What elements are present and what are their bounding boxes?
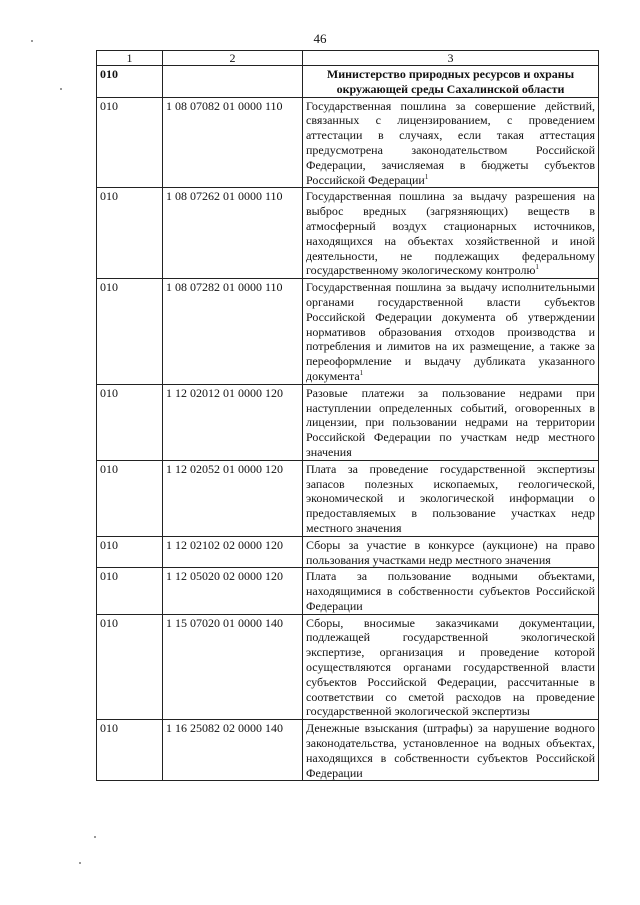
scan-speck [31,40,33,42]
page-number: 46 [313,31,327,46]
revenue-description-cell [303,536,599,568]
revenue-description-cell [303,460,599,536]
admin-code-cell: 010 [97,720,163,781]
footnote-mark: 1 [535,263,539,272]
admin-code-cell: 010 [97,614,163,720]
column-number-2: 2 [163,51,303,66]
table-row [97,460,599,536]
revenue-description-text: Сборы за участие в конкурсе (аукционе) на право пользования участками недр местного значения [306,537,595,567]
column-numbers-row [97,51,599,66]
budget-code-cell: 1 08 07262 01 0000 110 [163,188,303,279]
section-empty-cell [163,66,303,98]
budget-code-cell: 1 16 25082 02 0000 140 [163,720,303,781]
revenue-description-cell [303,97,599,188]
admin-code-cell: 010 [97,568,163,614]
budget-code-cell: 1 15 07020 01 0000 140 [163,614,303,720]
table-row [97,97,599,188]
scan-speck [79,862,81,864]
budget-code-cell: 1 08 07082 01 0000 110 [163,97,303,188]
revenue-description-text: Разовые платежи за пользование недрами при наступлении определенных событий, оговоренных в лицензии, при пользовании недрами на территории Российской Федерации по участкам недр местного значения [306,385,595,459]
column-number-1: 1 [97,51,163,66]
section-title: Министерство природных ресурсов и охраны окружающей среды Сахалинской области [303,66,599,98]
budget-code-cell: 1 12 02102 02 0000 120 [163,536,303,568]
admin-code-cell: 010 [97,188,163,279]
revenue-description-text: Сборы, вносимые заказчиками документации, подлежащей государственной экологической экспертизе, организация и проведение которой осуществляются органами государственной власти субъектов Российской Федерации, рассчитанные в соответствии со сметой расходов на проведение государственной экологической экспертизы [306,615,595,719]
revenue-description-text: Плата за пользование водными объектами, находящимися в собственности субъектов Российской Федерации [306,569,595,613]
revenue-description-cell [303,568,599,614]
budget-code-cell: 1 12 02052 01 0000 120 [163,460,303,536]
revenue-description-cell [303,188,599,279]
section-admin-code: 010 [97,66,163,98]
revenue-description-text: Государственная пошлина за совершение действий, связанных с лицензированием, с проведением аттестации в случаях, если такая аттестация предусмотрена законодательством Российской Федерации, зачисляемая в бюджеты субъектов Российской Федерации [306,98,595,187]
footnote-mark: 1 [359,368,364,377]
revenue-description-text: Плата за проведение государственной экспертизы запасов полезных ископаемых, геологической, экономической и экологической информации о предоставляемых в пользование участках недр местного значения [306,461,595,535]
revenue-description-cell [303,720,599,781]
admin-code-cell: 010 [97,384,163,460]
table-row [97,614,599,720]
scan-speck [60,88,62,90]
table-row [97,188,599,279]
table-row [97,279,599,385]
scan-speck [94,836,96,838]
revenue-description-cell [303,614,599,720]
revenue-description-cell [303,384,599,460]
revenue-description-text: Государственная пошлина за выдачу разрешения на выброс вредных (загрязняющих) веществ в атмосферный воздух стационарных источников, находящихся на объектах хозяйственной и иной деятельности, не подлежащих федеральному государственному экологическому контролю [306,189,595,278]
admin-code-cell: 010 [97,97,163,188]
table-body [97,51,599,781]
admin-code-cell: 010 [97,460,163,536]
table-row [97,536,599,568]
budget-code-cell: 1 12 02012 01 0000 120 [163,384,303,460]
table-row [97,720,599,781]
footnote-mark: 1 [424,172,429,181]
budget-code-cell: 1 08 07282 01 0000 110 [163,279,303,385]
budget-code-cell: 1 12 05020 02 0000 120 [163,568,303,614]
admin-code-cell: 010 [97,536,163,568]
admin-code-cell: 010 [97,279,163,385]
table-row [97,568,599,614]
revenue-description-cell [303,279,599,385]
table-row [97,384,599,460]
revenue-description-text: Государственная пошлина за выдачу исполнительными органами государственной власти субъектов Российской Федерации документа об утверждении нормативов образования отходов производства и потребления и лимитов на их размещение, а также за переоформление и выдачу дубликата указанного документа [306,280,595,383]
revenue-description-text: Денежные взыскания (штрафы) за нарушение водного законодательства, установленное на водных объектах, находящихся в собственности субъектов Российской Федерации [306,721,595,780]
section-header-row [97,66,599,98]
revenue-codes-table [96,50,599,781]
column-number-3: 3 [303,51,599,66]
